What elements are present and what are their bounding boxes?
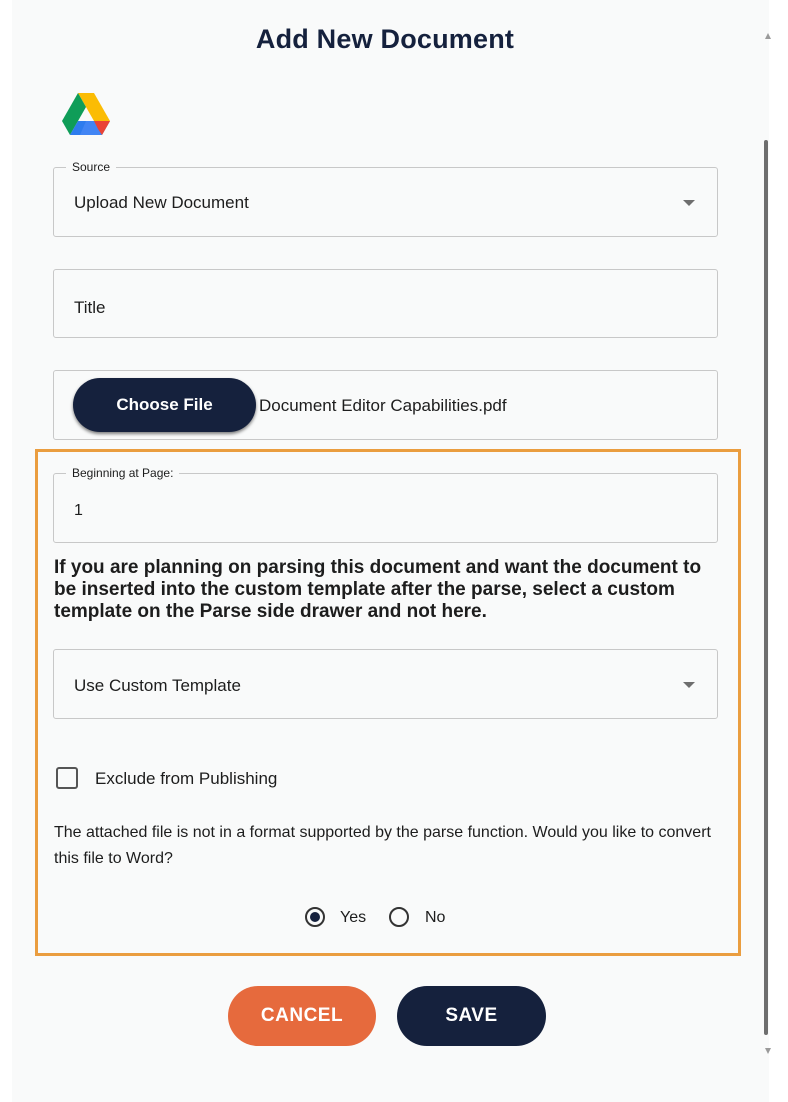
custom-template-value: Use Custom Template bbox=[74, 676, 241, 695]
parse-notice: If you are planning on parsing this document and want the document to be inserted into the custom template after the parse, select a custom template on the Parse side drawer and not here. bbox=[54, 557, 702, 622]
beginning-page-label: Beginning at Page: bbox=[66, 466, 179, 480]
source-select[interactable] bbox=[53, 160, 718, 237]
chevron-down-icon[interactable] bbox=[683, 200, 695, 206]
cancel-button[interactable]: CANCEL bbox=[228, 986, 376, 1046]
title-placeholder: Title bbox=[74, 298, 106, 317]
radio-yes-label: Yes bbox=[340, 909, 367, 926]
dialog-title: Add New Document bbox=[255, 24, 515, 54]
convert-prompt: The attached file is not in a format supported by the parse function. Would you like to convert this file to Word? bbox=[54, 824, 711, 867]
save-button[interactable]: SAVE bbox=[397, 986, 546, 1046]
file-chooser bbox=[53, 370, 718, 440]
selected-file-name: Document Editor Capabilities.pdf bbox=[259, 396, 507, 415]
choose-file-button[interactable]: Choose File bbox=[73, 378, 256, 432]
source-value: Upload New Document bbox=[74, 193, 249, 212]
google-drive-icon bbox=[62, 93, 110, 135]
exclude-publishing-label: Exclude from Publishing bbox=[95, 769, 278, 788]
beginning-page-value: 1 bbox=[74, 502, 83, 519]
chevron-down-icon[interactable] bbox=[683, 682, 695, 688]
title-input[interactable] bbox=[53, 269, 718, 338]
source-label: Source bbox=[66, 160, 116, 174]
beginning-page-input[interactable] bbox=[53, 466, 718, 543]
radio-no[interactable] bbox=[389, 907, 409, 927]
radio-no-label: No bbox=[425, 909, 446, 926]
custom-template-select[interactable] bbox=[53, 649, 718, 719]
radio-yes[interactable] bbox=[305, 907, 325, 927]
scroll-down-icon[interactable] bbox=[765, 1048, 771, 1054]
exclude-publishing-checkbox[interactable] bbox=[56, 767, 78, 789]
scroll-gutter bbox=[769, 0, 788, 1102]
scrollbar-thumb[interactable] bbox=[764, 140, 768, 1035]
